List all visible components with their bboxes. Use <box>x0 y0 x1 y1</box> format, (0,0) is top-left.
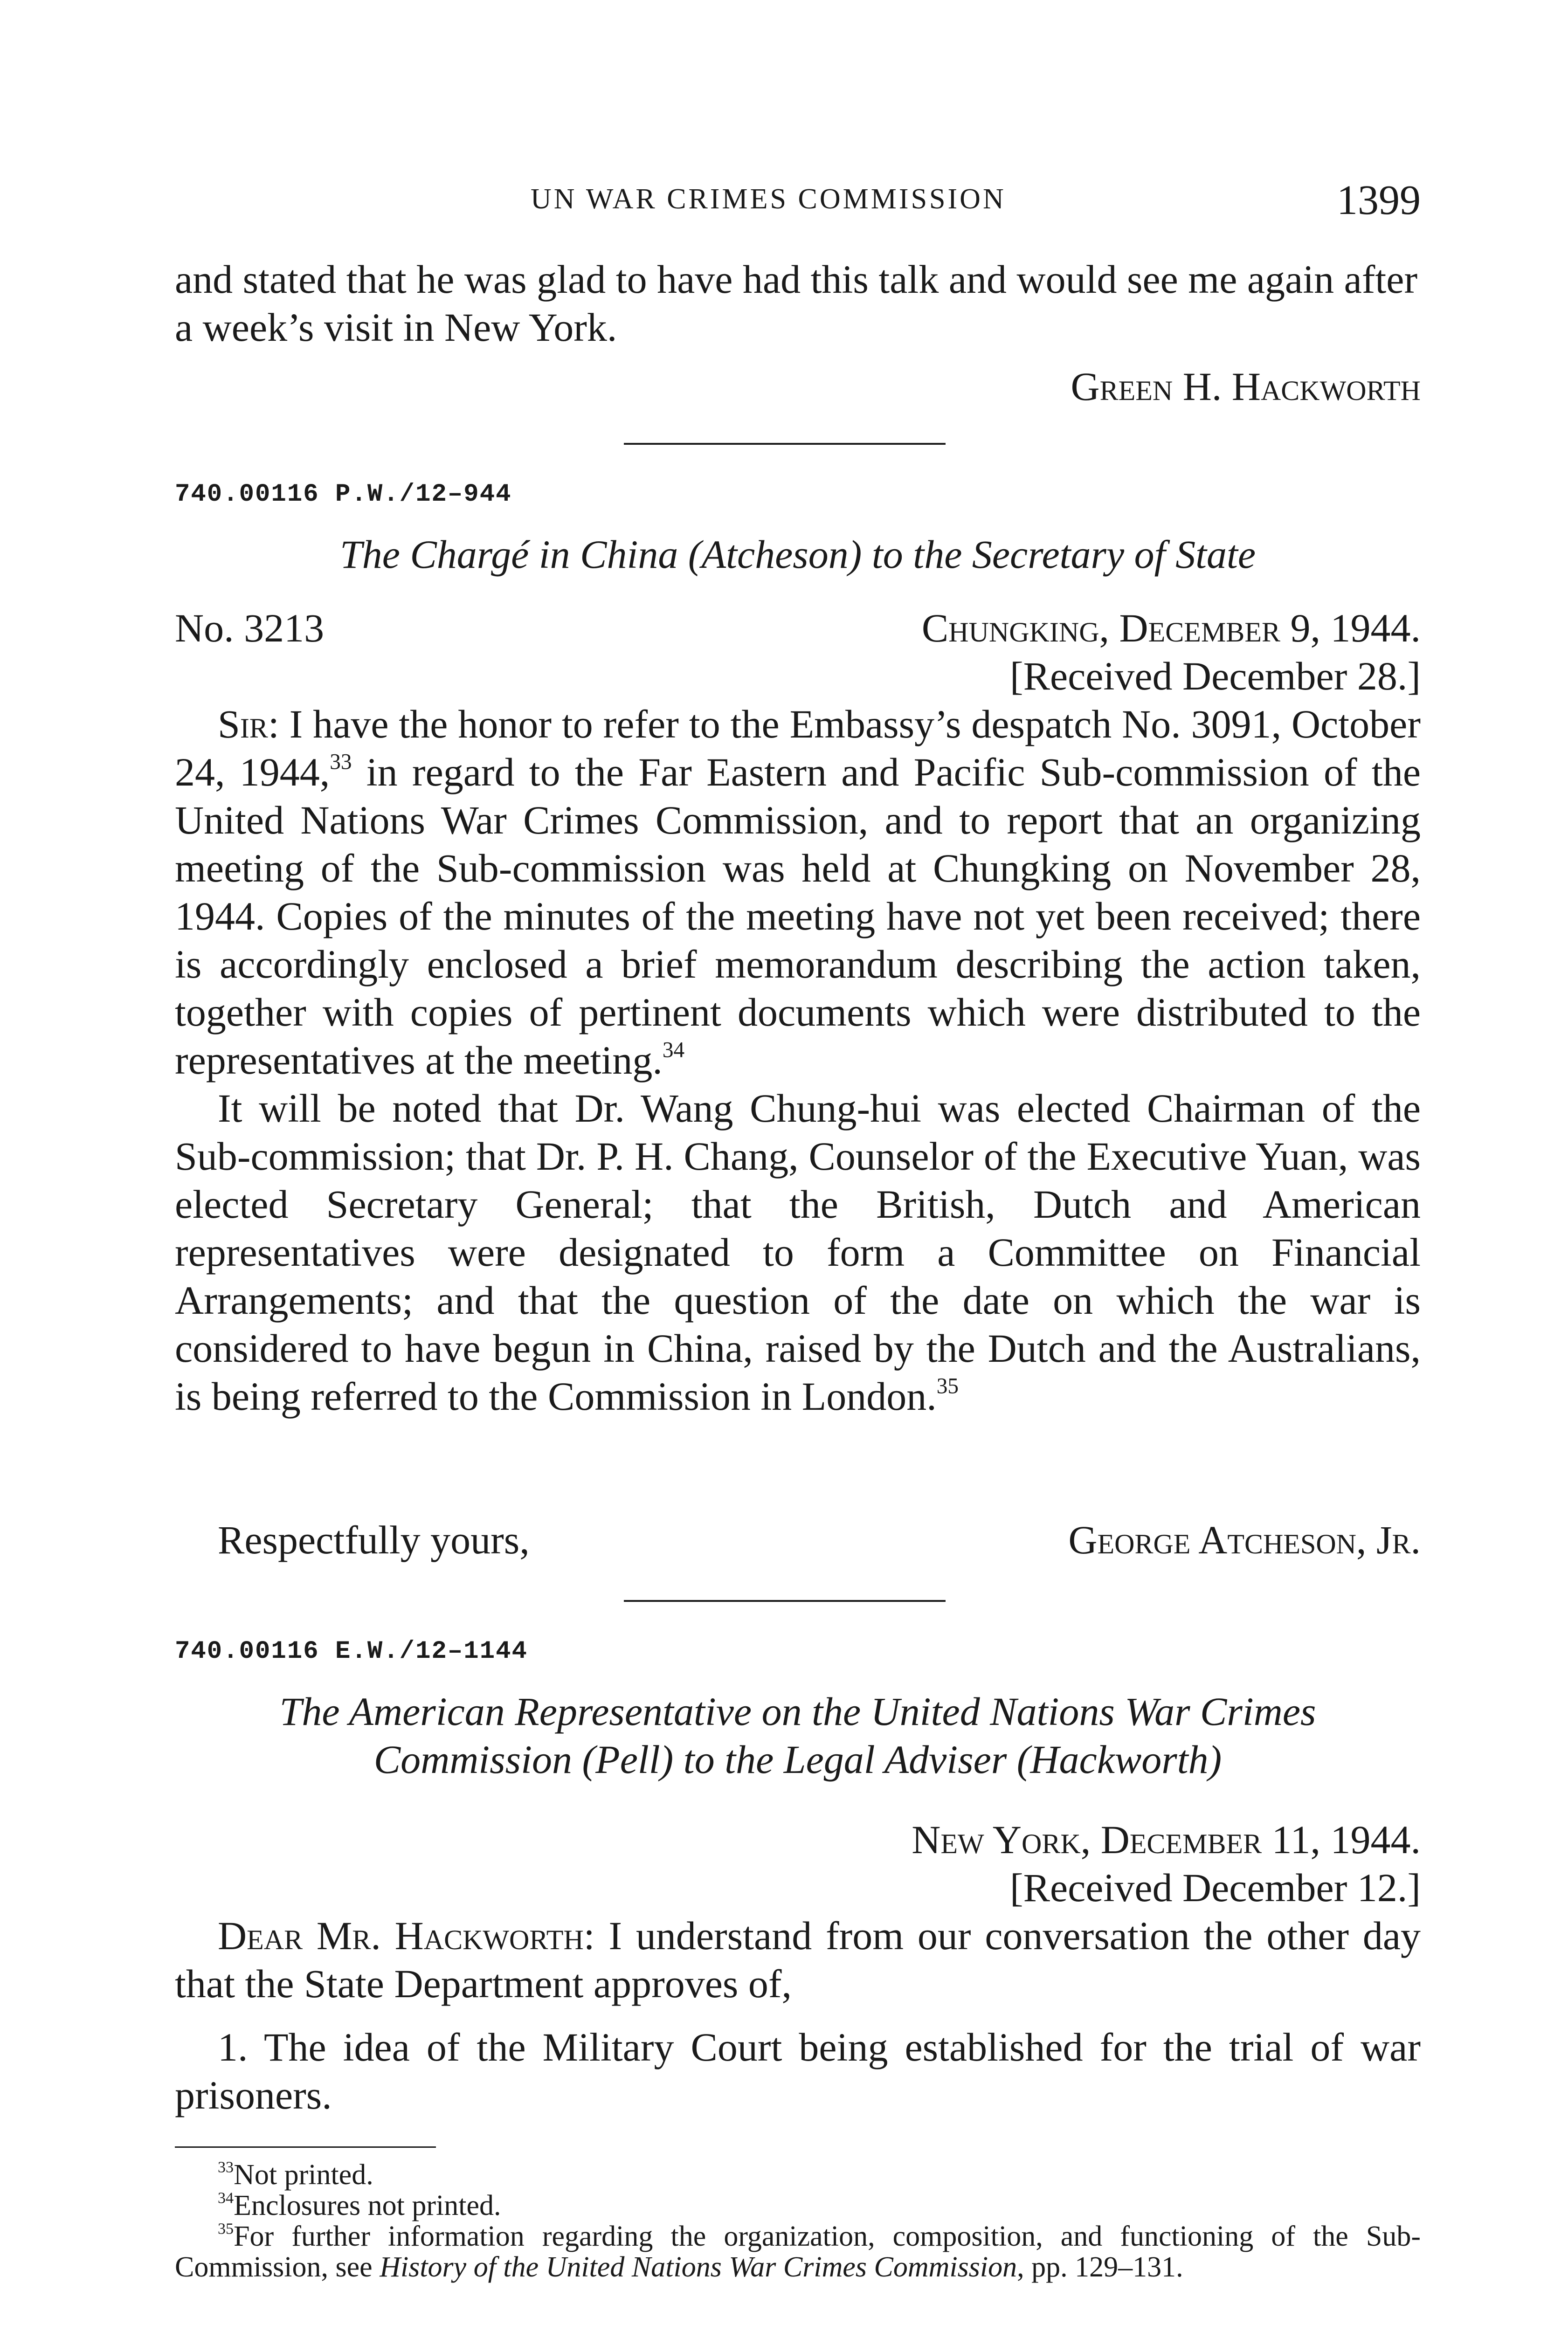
salutation: Dear Mr. Hackworth: <box>218 1913 595 1958</box>
footnote: $^{34}$Enclosures not printed. <box>218 2189 501 2221</box>
received-date: [Received December 12.] <box>1009 1865 1421 1910</box>
letter-body <box>175 1912 1421 2008</box>
paragraph: It will be noted that Dr. Wang Chung-hui was elected Chairman of the Sub-commission; that Dr. P. H. Chang, Counselor of the Executive Yuan, was elected Secretary General; that the British, Dutch and American representatives were designated to form a Committee on Financial Arrangements; and that the question of the date on which the war is considered to have begun in China, raised by the Dutch and the Australians, is being referred to the Commission in London.$^{35}$ <box>175 1086 1421 1419</box>
continuation-paragraph <box>175 255 1421 352</box>
footnote-ref: 35 <box>936 1374 959 1399</box>
document-title: The American Representative on the United Nations War Crimes Commission (Pell) to the Legal Adviser (Hackworth) <box>279 1689 1316 1782</box>
running-title: UN WAR CRIMES COMMISSION <box>531 183 1006 215</box>
despatch-number: No. 3213 <box>175 606 325 650</box>
file-reference: 740.00116 P.W./12–944 <box>175 480 512 509</box>
document-title: The Chargé in China (Atcheson) to the Secretary of State <box>339 532 1256 577</box>
paragraph: Sir: I have the honor to refer to the Embassy’s despatch No. 3091, October 24, 1944,33 in regard to the Far Eastern and Pacific Sub-commission of the United Nations War Crimes Commission, and to report that an organizing meeting of the Sub-commission was held at Chungking on November 28, 1944. Copies of the minutes of the meeting have not yet been received; there is accordingly enclosed a brief memorandum describing the action taken, together with copies of pertinent documents which were distributed to the representatives at the meeting.$^{34}$ <box>175 702 1421 1083</box>
despatch-header-row <box>175 604 1421 652</box>
footnote: $^{33}$Not printed. <box>218 2159 373 2191</box>
continuation-signature: Green H. Hackworth <box>1071 364 1421 409</box>
salutation: Sir: <box>218 702 279 746</box>
closing: Respectfully yours, <box>218 1517 530 1562</box>
section-divider <box>624 1600 946 1602</box>
place-date: New York, December 11, 1944. <box>912 1817 1421 1862</box>
footnote-ref: 33 <box>330 750 352 774</box>
numbered-item: 1. The idea of the Military Court being established for the trial of war prisoners. <box>175 2025 1421 2117</box>
received-date: [Received December 28.] <box>1009 654 1421 698</box>
continuation-text: and stated that he was glad to have had this talk and would see me again after a week’s visit in New York. <box>175 257 1418 350</box>
signature: George Atcheson, Jr. <box>1068 1517 1421 1562</box>
footnote-ref: 34 <box>662 1038 685 1062</box>
file-reference: 740.00116 E.W./12–1144 <box>175 1637 528 1666</box>
footnote: $^{35}$For further information regarding the organization, composition, and functioning of the Sub-Commission, see History of the United Nations War Crimes Commission, pp. 129–131. <box>175 2220 1421 2283</box>
paragraph: Dear Mr. Hackworth: I understand from our conversation the other day that the State Department approves of, <box>175 1913 1421 2006</box>
page-number: 1399 <box>1337 177 1421 223</box>
despatch-body <box>175 700 1421 1421</box>
closing-row <box>175 1516 1421 1564</box>
footnotes <box>175 2159 1421 2283</box>
section-divider <box>624 443 946 445</box>
place-date: Chungking, December 9, 1944. <box>921 606 1421 650</box>
footnote-rule <box>175 2146 436 2148</box>
